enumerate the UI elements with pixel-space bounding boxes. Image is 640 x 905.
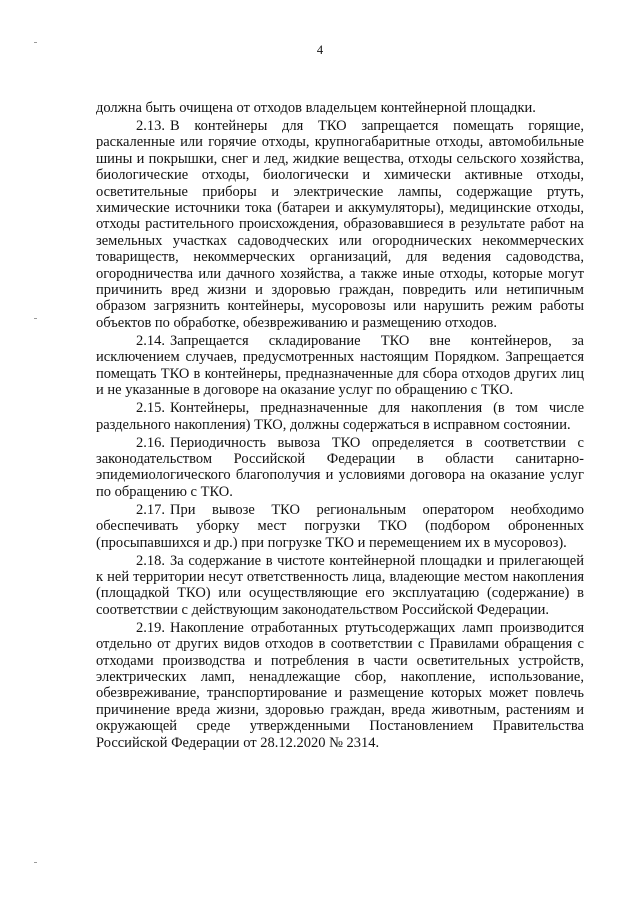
- page-number: 4: [316, 43, 324, 57]
- paragraph-number: 2.18.: [136, 552, 165, 569]
- paragraph-text: Периодичность вывоза ТКО определяется в соответствии с законодательством Российской Федерации в области санитарно-эпидемиологического благополучия и условиями договора на оказание услуг по обращению с ТКО.: [96, 434, 584, 500]
- paragraph-2-13: [96, 118, 584, 331]
- paragraph-2-14: [96, 333, 584, 399]
- paragraph-number: 2.13.: [136, 118, 165, 134]
- paragraph-number: 2.17.: [136, 501, 165, 518]
- paragraph-number: 2.19.: [136, 619, 165, 636]
- paragraph-number: 2.16.: [136, 434, 165, 451]
- scan-margin-mark-bottom: [34, 862, 37, 863]
- paragraph-continuation: [96, 100, 584, 116]
- paragraph-2-18: [96, 553, 584, 619]
- scan-margin-mark-middle: [34, 318, 37, 319]
- paragraph-text: За содержание в чистоте контейнерной площадки и прилегающей к ней территории несут ответственность лица, владеющие местом накопления (площадкой ТКО) или осуществляющие его эксплуатацию (содержание) в соответствии с действующим законодательством Российской Федерации.: [96, 552, 584, 618]
- document-body: [96, 100, 584, 753]
- paragraph-2-17: [96, 502, 584, 551]
- paragraph-2-15: [96, 400, 584, 433]
- paragraph-text: Накопление отработанных ртутьсодержащих ламп производится отдельно от других видов отходов в соответствии с Правилами обращения с отходами производства и потребления в части осветительных устройств, электрических ламп, ненадлежащие сбор, накопление, использование, обезвреживание, транспортирование и размещение которых может повлечь причинение вреда жизни, здоровью граждан, вреда животным, растениям и окружающей среде утвержденными Постановлением Правительства Российской Федерации от 28.12.2020 № 2314.: [96, 619, 584, 751]
- paragraph-text: Контейнеры, предназначенные для накопления (в том числе раздельного накопления) ТКО, должны содержаться в исправном состоянии.: [96, 400, 584, 433]
- paragraph-number: 2.14.: [136, 332, 165, 349]
- paragraph-2-16: [96, 435, 584, 501]
- paragraph-2-19: [96, 620, 584, 751]
- paragraph-text: должна быть очищена от отходов владельцем контейнерной площадки.: [96, 100, 536, 116]
- paragraph-text: При вывозе ТКО региональным оператором необходимо обеспечивать уборку мест погрузки ТКО (подбором оброненных (просыпавшихся и др.) при погрузке ТКО и перемещением их в мусоровоз).: [96, 501, 584, 551]
- paragraph-number: 2.15.: [136, 400, 165, 417]
- paragraph-text: Запрещается складирование ТКО вне контейнеров, за исключением случаев, предусмотренных настоящим Порядком. Запрещается помещать ТКО в контейнеры, предназначенные для сбора отходов других лиц и не указанные в договоре на оказание услуг по обращению с ТКО.: [96, 332, 584, 399]
- paragraph-text: В контейнеры для ТКО запрещается помещать горящие, раскаленные или горячие отходы, крупногабаритные отходы, автомобильные шины и покрышки, снег и лед, жидкие вещества, отходы сельского хозяйства, биологические отходы, биологически и химически активные отходы, осветительные приборы и электрические лампы, содержащие ртуть, химические источники тока (батареи и аккумуляторы), медицинские отходы, отходы растительного происхождения, образовавшиеся в результате работ на земельных участках садоводческих или огороднических некоммерческих товариществ, некоммерческих организаций, для ведения садоводства, огородничества или дачного хозяйства, а также иные отходы, которые могут причинить вред жизни и здоровью граждан, повредить или нетипичным образом загрязнить контейнеры, мусоровозы или нарушить режим работы объектов по обработке, обезвреживанию и размещению отходов.: [96, 118, 584, 331]
